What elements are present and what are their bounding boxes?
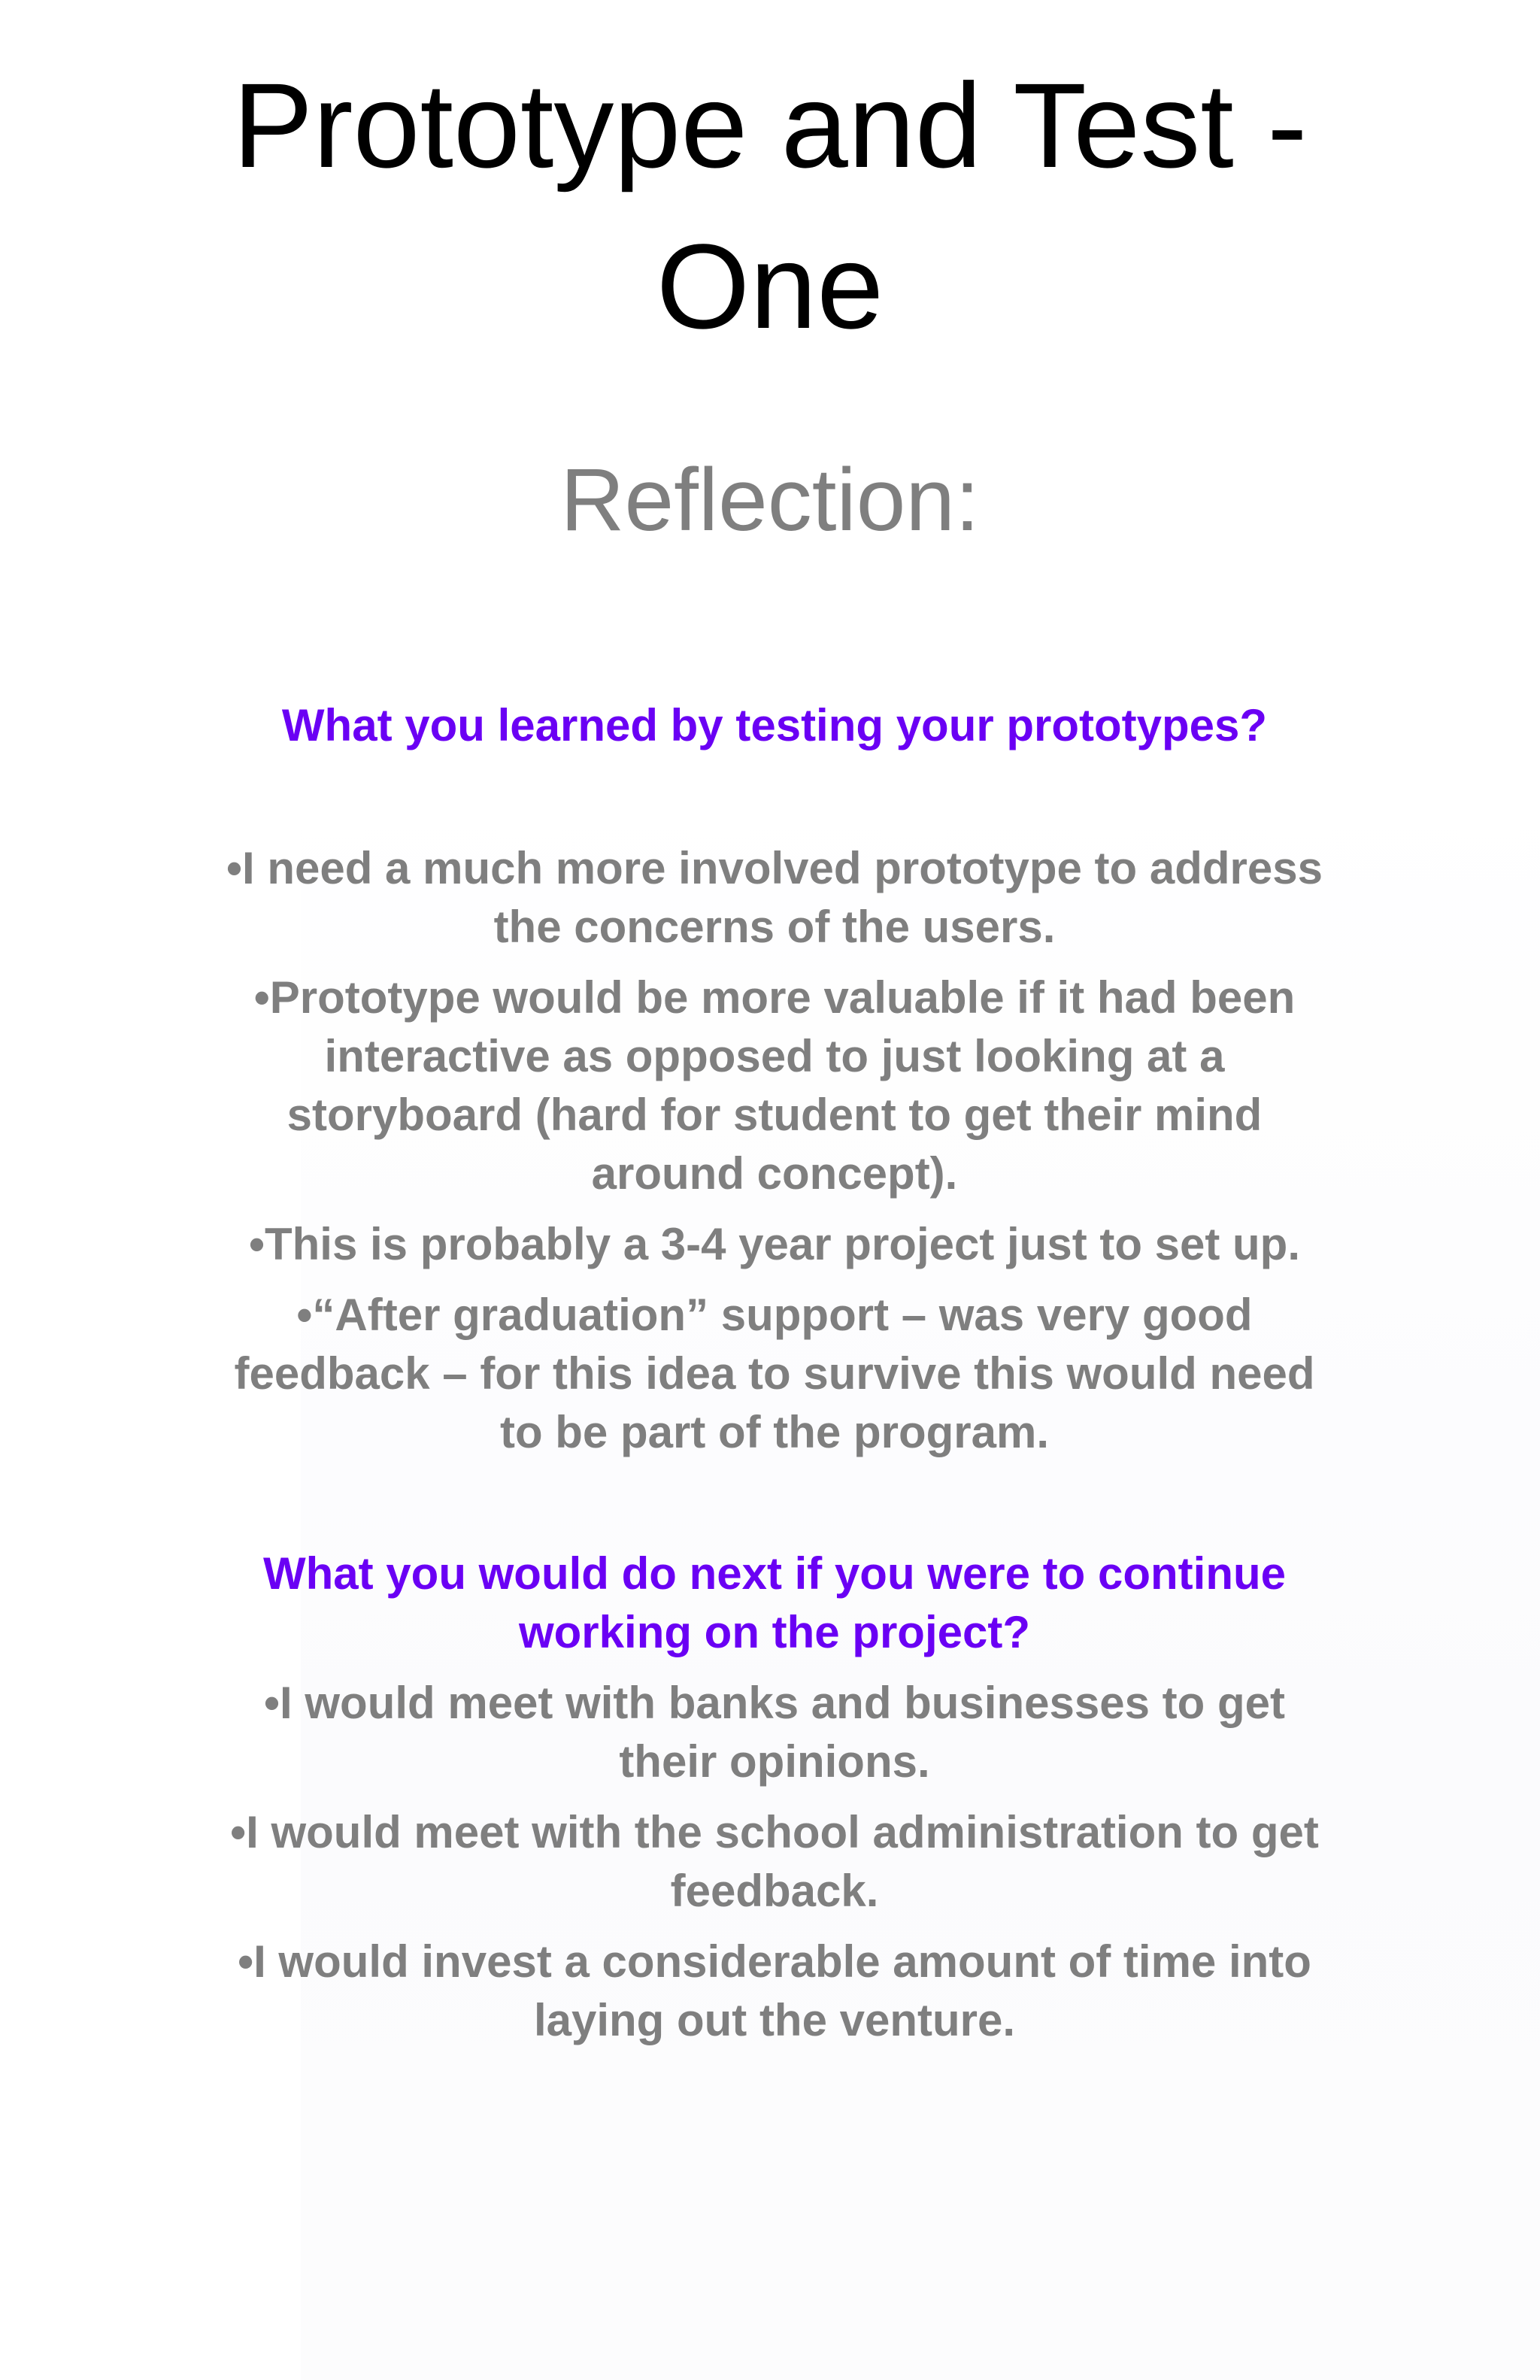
question-next-steps: What you would do next if you were to continue working on the project? xyxy=(263,1548,1286,1657)
bullet-item: •Prototype would be more valuable if it had been interactive as opposed to just looking at a storyboard (hard for student to get their mind around concept). xyxy=(253,972,1296,1199)
learned-bullet-list xyxy=(226,839,1323,1474)
bullet-item: •I would meet with the school administration to get feedback. xyxy=(230,1807,1319,1916)
bullet-item: •This is probably a 3-4 year project just to set up. xyxy=(248,1219,1301,1269)
bullet-item: •“After graduation” support – was very good feedback – for this idea to survive this would need to be part of the program. xyxy=(234,1290,1315,1457)
bullet-item: •I would meet with banks and businesses to get their opinions. xyxy=(264,1678,1285,1787)
next-steps-bullet-list xyxy=(226,1674,1323,2062)
bullet-item: •I would invest a considerable amount of time into laying out the venture. xyxy=(238,1936,1311,2045)
slide-subtitle: Reflection: xyxy=(560,450,980,550)
slide-title: Prototype and Test - One xyxy=(232,58,1308,353)
bullet-item: •I need a much more involved prototype to address the concerns of the users. xyxy=(226,843,1323,952)
question-learned: What you learned by testing your prototypes? xyxy=(281,700,1268,750)
